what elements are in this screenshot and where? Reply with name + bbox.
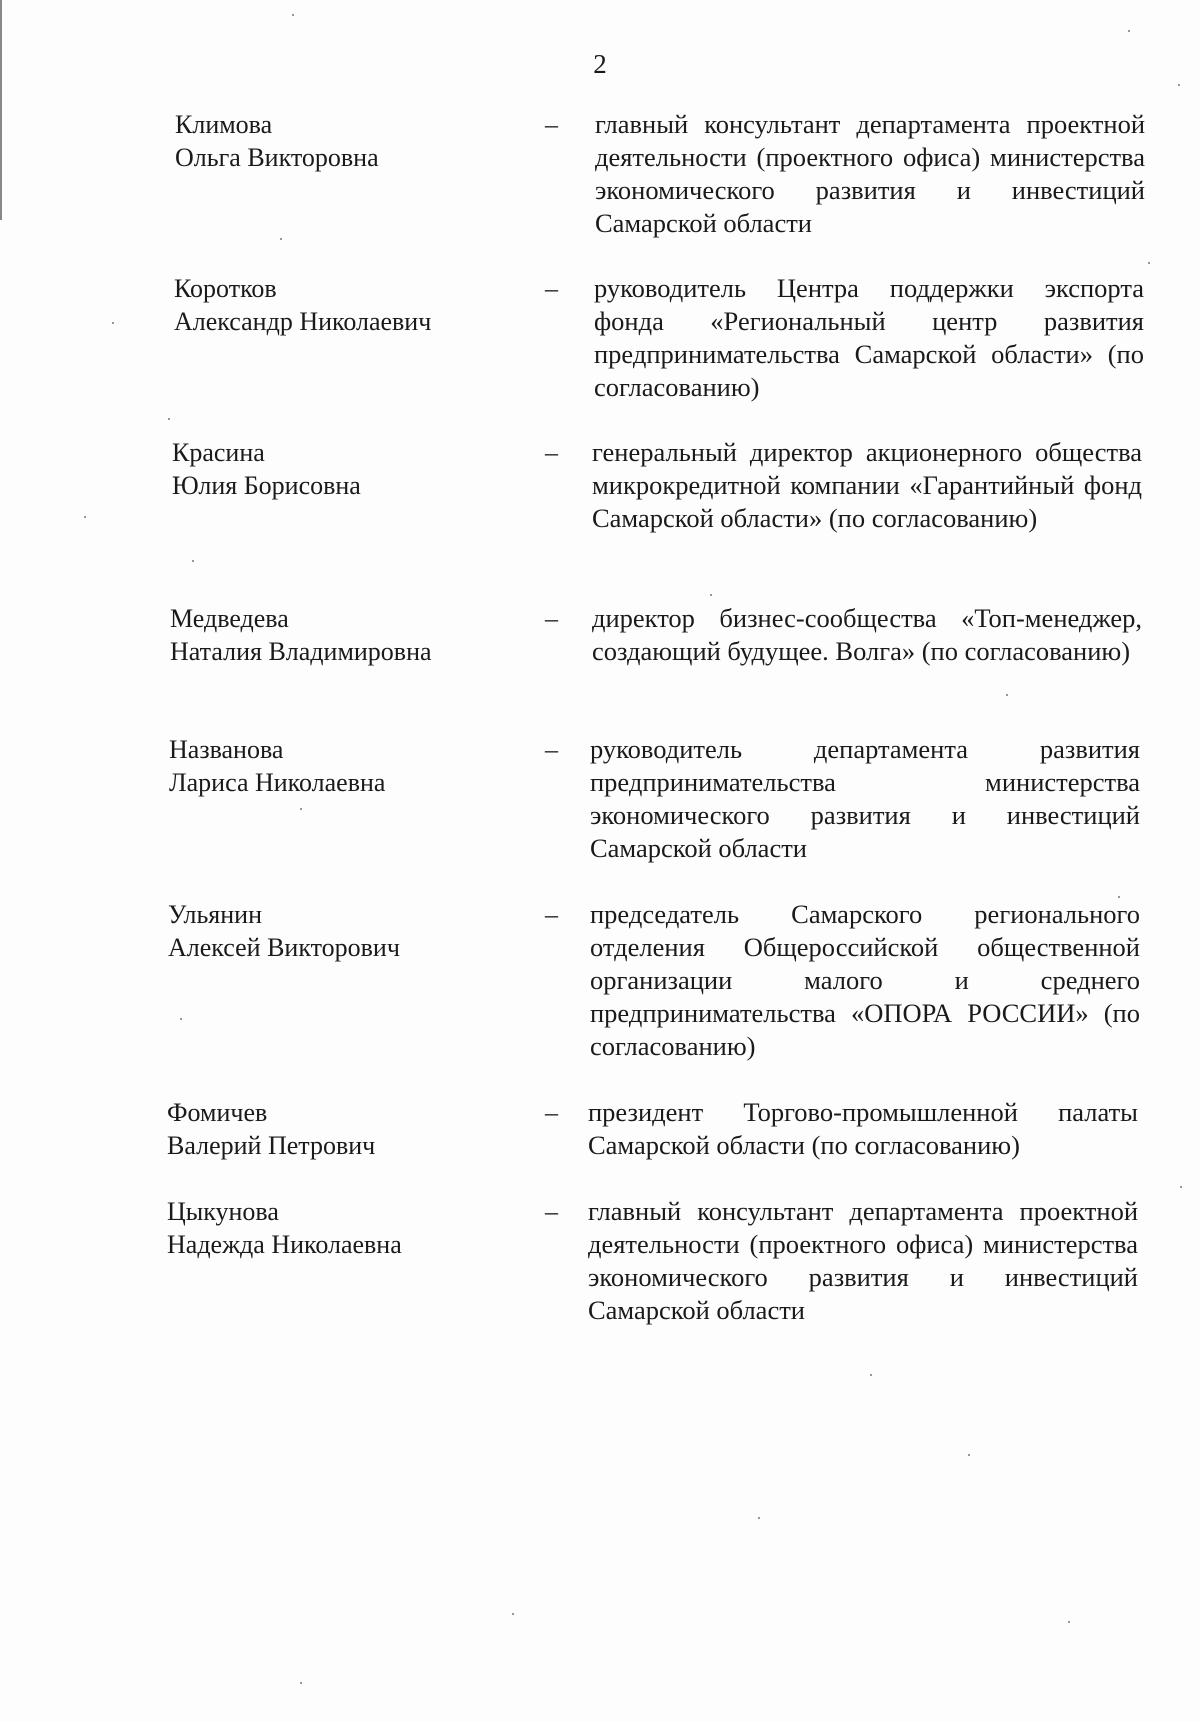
- scan-speck: [1180, 1186, 1182, 1188]
- member-surname: Названова: [169, 735, 284, 764]
- member-given-names: Валерий Петрович: [167, 1131, 376, 1160]
- member-given-names: Ольга Викторовна: [175, 143, 379, 172]
- scan-speck: [168, 418, 170, 420]
- member-dash: –: [545, 110, 558, 139]
- member-position: главный консультант департамента проектной деятельности (проектного офиса) министерства экономического развития и инвестиций Самарской области: [595, 109, 1145, 238]
- member-given-names: Надежда Николаевна: [167, 1230, 402, 1259]
- scan-speck: [870, 1374, 872, 1376]
- member-dash: –: [545, 274, 558, 303]
- member-surname: Фомичев: [167, 1098, 268, 1127]
- member-dash: –: [545, 900, 558, 929]
- scan-binding-mark: [0, 0, 2, 220]
- member-surname: Коротков: [174, 274, 277, 303]
- member-position: директор бизнес-сообщества «Топ-менеджер, создающий будущее. Волга» (по согласованию): [592, 603, 1142, 666]
- member-position: председатель Самарского регионального отделения Общероссийской общественной организации малого и среднего предпринимательства «ОПОРА РОССИИ» (по согласованию): [590, 899, 1140, 1061]
- scan-speck: [710, 594, 712, 596]
- page-number: 2: [593, 49, 607, 79]
- member-surname: Ульянин: [168, 900, 263, 929]
- scan-speck: [192, 560, 194, 562]
- member-position: главный консультант департамента проектной деятельности (проектного офиса) министерства экономического развития и инвестиций Самарской области: [588, 1196, 1138, 1325]
- scan-speck: [1178, 84, 1180, 86]
- member-given-names: Юлия Борисовна: [172, 471, 361, 500]
- member-surname: Цыкунова: [167, 1197, 279, 1226]
- scan-speck: [84, 516, 86, 518]
- member-dash: –: [545, 438, 558, 467]
- member-dash: –: [545, 735, 558, 764]
- member-position: руководитель Центра поддержки экспорта фонда «Региональный центр развития предпринимательства Самарской области» (по согласованию): [594, 273, 1144, 402]
- scan-speck: [292, 14, 294, 16]
- member-dash: –: [545, 1098, 558, 1127]
- member-surname: Медведева: [170, 604, 289, 633]
- scan-speck: [1128, 30, 1130, 32]
- scan-speck: [1118, 896, 1120, 898]
- member-given-names: Лариса Николаевна: [169, 768, 386, 797]
- scan-speck: [1068, 1621, 1070, 1623]
- scan-speck: [1006, 694, 1008, 696]
- member-given-names: Наталия Владимировна: [170, 637, 432, 666]
- member-dash: –: [545, 1197, 558, 1226]
- scan-speck: [280, 238, 282, 240]
- scan-speck: [1148, 262, 1150, 264]
- member-position: руководитель департамента развития предпринимательства министерства экономического развития и инвестиций Самарской области: [590, 734, 1140, 863]
- member-position: президент Торгово-промышленной палаты Самарской области (по согласованию): [588, 1097, 1138, 1160]
- scan-speck: [968, 1454, 970, 1456]
- scan-speck: [180, 1018, 182, 1020]
- scan-speck: [112, 322, 114, 324]
- member-position: генеральный директор акционерного общества микрокредитной компании «Гарантийный фонд Самарской области» (по согласованию): [592, 437, 1142, 533]
- member-surname: Красина: [172, 438, 265, 467]
- scan-speck: [758, 1517, 760, 1519]
- member-given-names: Александр Николаевич: [174, 307, 432, 336]
- member-dash: –: [545, 604, 558, 633]
- member-given-names: Алексей Викторович: [168, 933, 400, 962]
- scan-speck: [512, 1613, 514, 1615]
- scan-speck: [300, 1682, 302, 1684]
- member-surname: Климова: [175, 110, 273, 139]
- scan-speck: [300, 808, 302, 810]
